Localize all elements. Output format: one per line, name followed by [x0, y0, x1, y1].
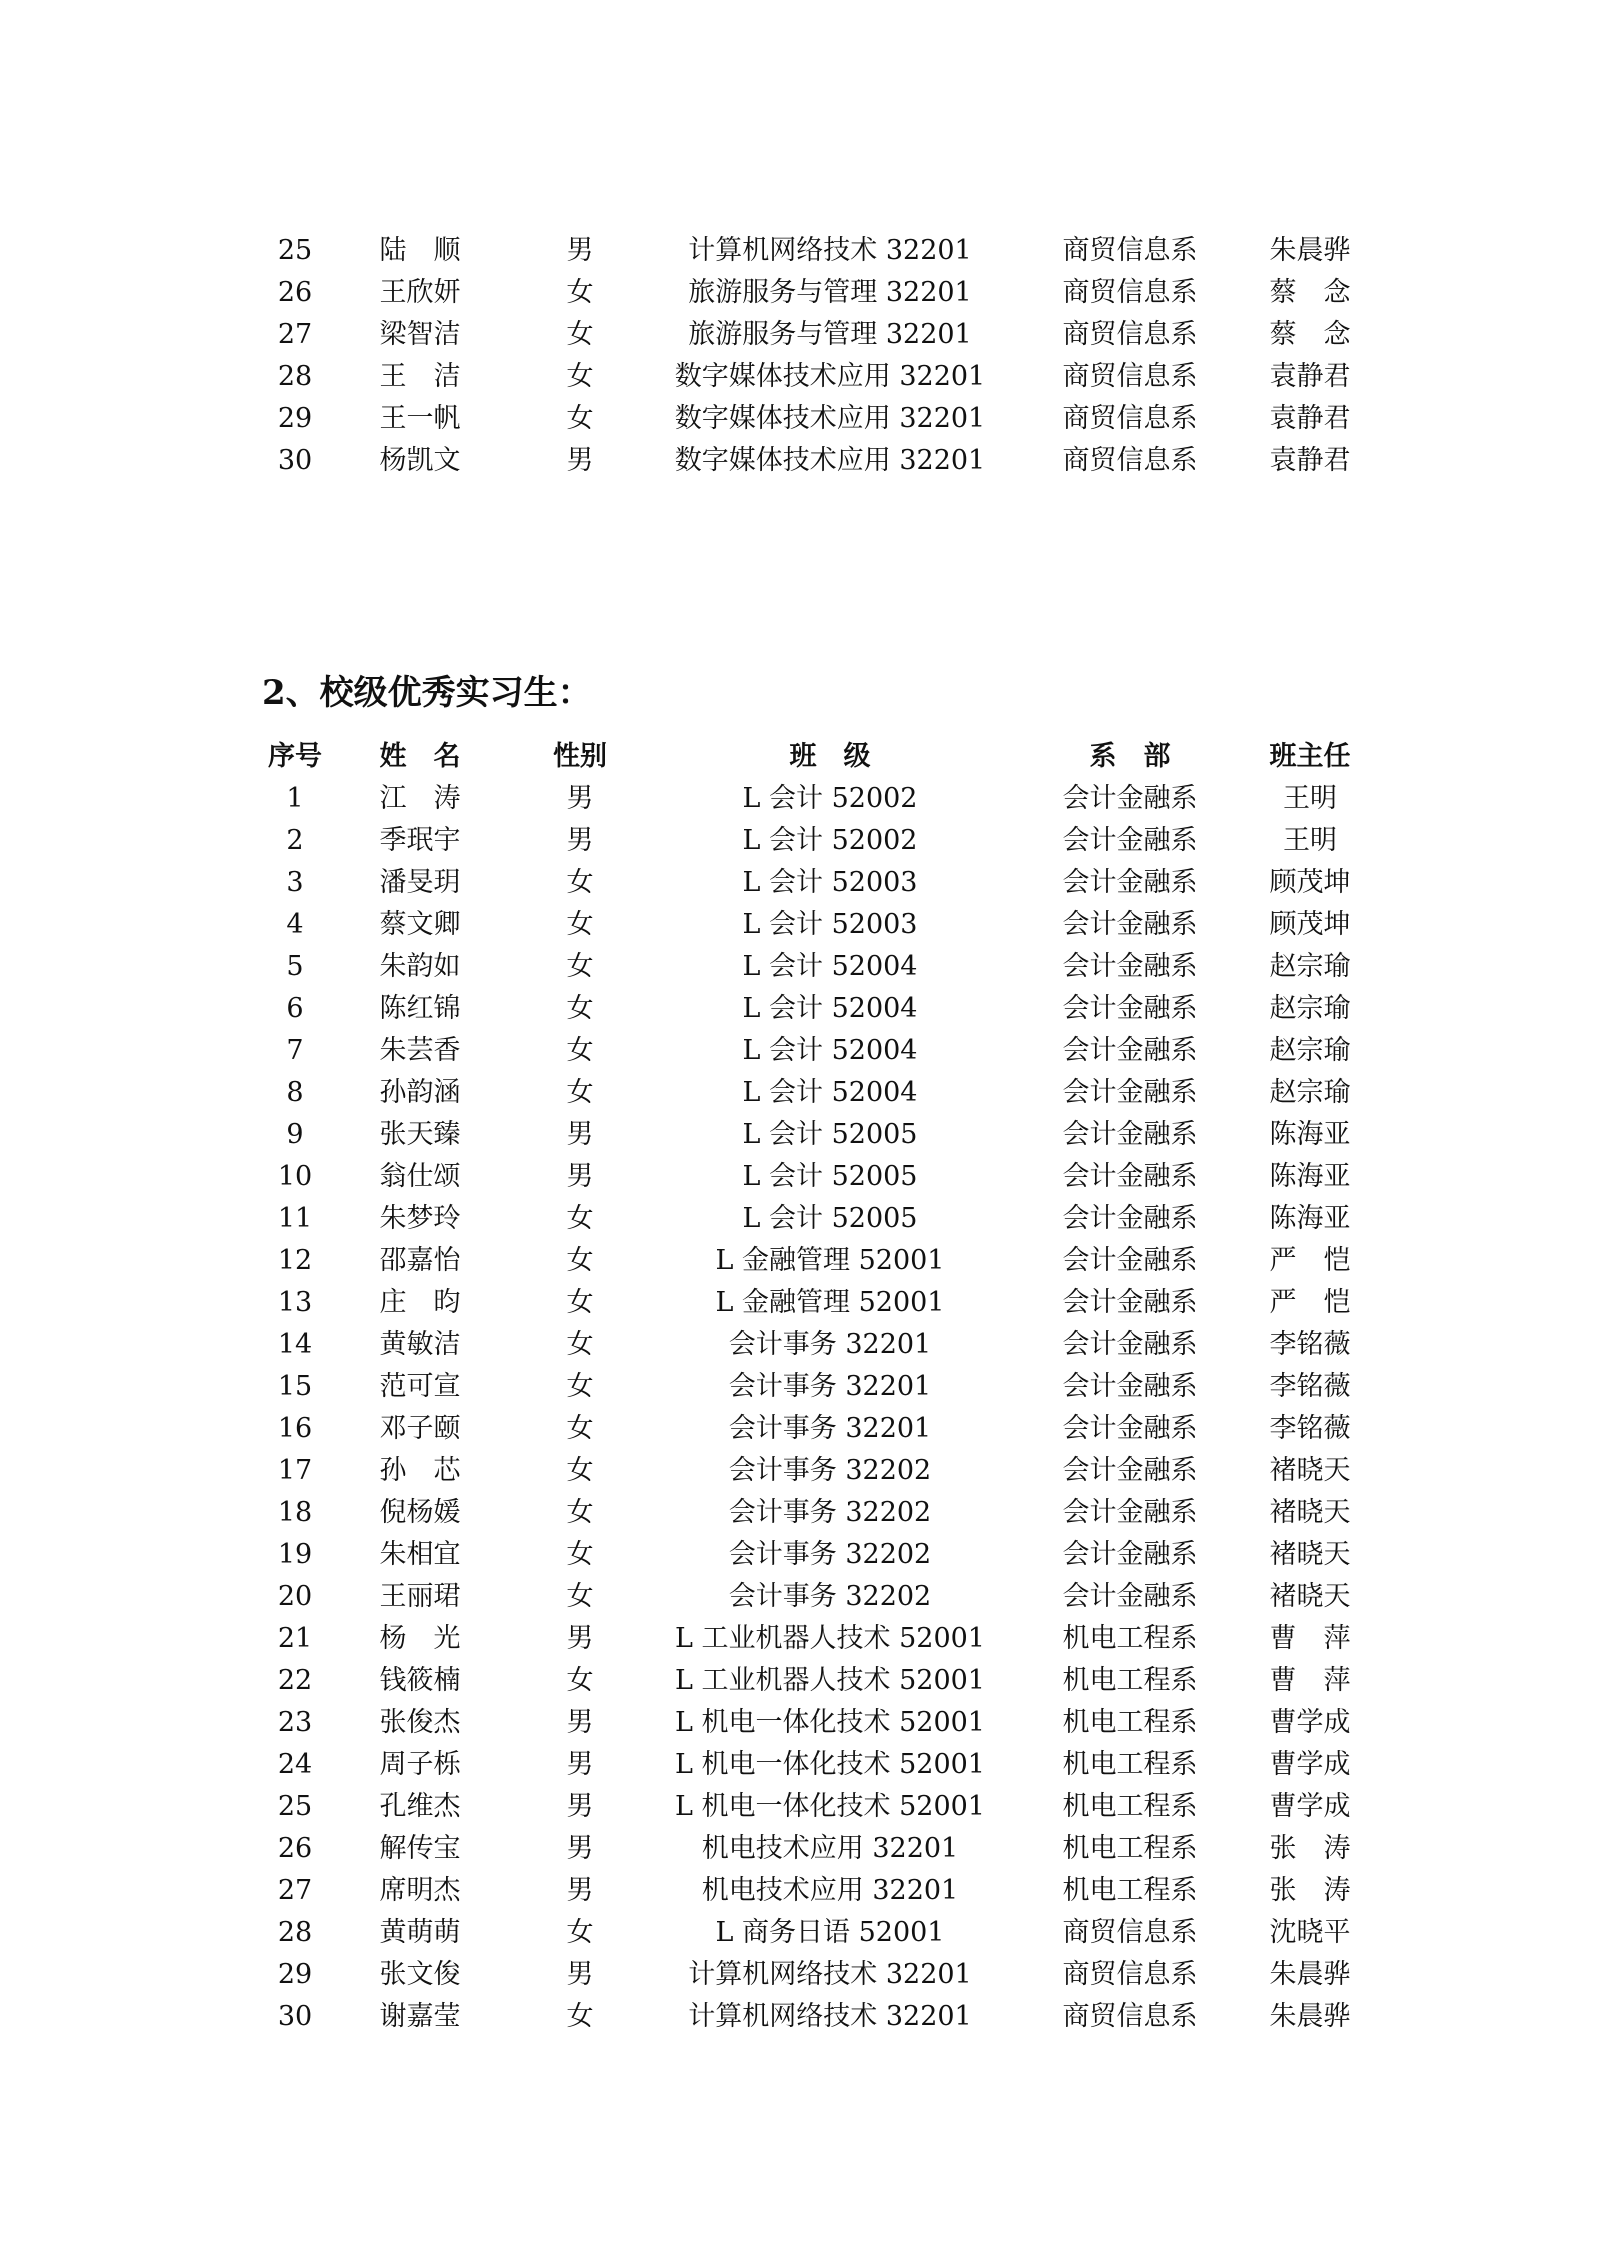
- department-cell: 机电工程系: [1062, 1749, 1198, 1780]
- index-cell: 2: [286, 825, 304, 856]
- gender-cell: 女: [566, 1245, 594, 1276]
- department-cell: 会计金融系: [1062, 1119, 1198, 1150]
- class-cell: 数字媒体技术应用 32201: [674, 403, 986, 434]
- gender-cell: 男: [566, 1749, 594, 1780]
- teacher-cell: 曹学成: [1269, 1791, 1351, 1822]
- index-cell: 23: [277, 1707, 313, 1738]
- table-row: [0, 1786, 1600, 1828]
- department-cell: 商贸信息系: [1062, 277, 1198, 308]
- name-cell: 王欣妍: [379, 277, 461, 308]
- table-row: [0, 778, 1600, 820]
- teacher-cell: 李铭薇: [1269, 1413, 1351, 1444]
- teacher-cell: 班主任: [1269, 741, 1351, 772]
- gender-cell: 女: [566, 361, 594, 392]
- department-cell: 会计金融系: [1062, 1035, 1198, 1066]
- teacher-cell: 陈海亚: [1269, 1161, 1351, 1192]
- class-cell: 会计事务 32202: [728, 1497, 932, 1528]
- table-row: [0, 946, 1600, 988]
- teacher-cell: 蔡 念: [1269, 319, 1351, 350]
- index-cell: 25: [277, 1791, 313, 1822]
- index-cell: 20: [277, 1581, 313, 1612]
- department-cell: 会计金融系: [1062, 1329, 1198, 1360]
- gender-cell: 女: [566, 867, 594, 898]
- gender-cell: 女: [566, 909, 594, 940]
- teacher-cell: 朱晨骅: [1269, 235, 1351, 266]
- index-cell: 12: [277, 1245, 313, 1276]
- class-cell: 数字媒体技术应用 32201: [674, 445, 986, 476]
- index-cell: 26: [277, 277, 313, 308]
- index-cell: 18: [277, 1497, 313, 1528]
- class-cell: L 机电一体化技术 52001: [675, 1749, 985, 1780]
- table-row: [0, 272, 1600, 314]
- name-cell: 席明杰: [379, 1875, 461, 1906]
- class-cell: 班 级: [789, 741, 871, 772]
- index-cell: 9: [286, 1119, 304, 1150]
- teacher-cell: 严 恺: [1269, 1287, 1351, 1318]
- index-cell: 7: [286, 1035, 304, 1066]
- name-cell: 江 涛: [379, 783, 461, 814]
- class-cell: L 会计 52004: [742, 951, 918, 982]
- index-cell: 4: [286, 909, 304, 940]
- class-cell: L 机电一体化技术 52001: [675, 1707, 985, 1738]
- class-cell: 会计事务 32201: [728, 1329, 932, 1360]
- gender-cell: 女: [566, 1371, 594, 1402]
- table-row: [0, 356, 1600, 398]
- gender-cell: 女: [566, 319, 594, 350]
- department-cell: 会计金融系: [1062, 1203, 1198, 1234]
- gender-cell: 女: [566, 1203, 594, 1234]
- class-cell: L 会计 52003: [742, 867, 918, 898]
- index-cell: 30: [277, 445, 313, 476]
- department-cell: 会计金融系: [1062, 1497, 1198, 1528]
- index-cell: 28: [277, 361, 313, 392]
- table-row: [0, 1072, 1600, 1114]
- department-cell: 会计金融系: [1062, 867, 1198, 898]
- table-row: [0, 1240, 1600, 1282]
- index-cell: 29: [277, 403, 313, 434]
- name-cell: 陆 顺: [379, 235, 461, 266]
- name-cell: 黄萌萌: [379, 1917, 461, 1948]
- gender-cell: 男: [566, 445, 594, 476]
- class-cell: L 会计 52003: [742, 909, 918, 940]
- department-cell: 商贸信息系: [1062, 2001, 1198, 2032]
- name-cell: 杨凯文: [379, 445, 461, 476]
- name-cell: 姓 名: [379, 741, 461, 772]
- class-cell: 会计事务 32202: [728, 1581, 932, 1612]
- table-row: [0, 1198, 1600, 1240]
- name-cell: 孔维杰: [379, 1791, 461, 1822]
- teacher-cell: 沈晓平: [1269, 1917, 1351, 1948]
- class-cell: 会计事务 32201: [728, 1371, 932, 1402]
- name-cell: 倪杨媛: [379, 1497, 461, 1528]
- class-cell: 旅游服务与管理 32201: [688, 277, 972, 308]
- name-cell: 杨 光: [379, 1623, 461, 1654]
- department-cell: 会计金融系: [1062, 1287, 1198, 1318]
- gender-cell: 女: [566, 1455, 594, 1486]
- index-cell: 16: [277, 1413, 313, 1444]
- table-header-row: [0, 736, 1600, 778]
- teacher-cell: 蔡 念: [1269, 277, 1351, 308]
- gender-cell: 女: [566, 1413, 594, 1444]
- department-cell: 商贸信息系: [1062, 403, 1198, 434]
- department-cell: 会计金融系: [1062, 1371, 1198, 1402]
- department-cell: 机电工程系: [1062, 1665, 1198, 1696]
- teacher-cell: 曹 萍: [1269, 1665, 1351, 1696]
- gender-cell: 女: [566, 1581, 594, 1612]
- name-cell: 王丽珺: [379, 1581, 461, 1612]
- class-cell: 计算机网络技术 32201: [688, 235, 972, 266]
- class-cell: L 会计 52002: [742, 825, 918, 856]
- index-cell: 27: [277, 1875, 313, 1906]
- name-cell: 邓子颐: [379, 1413, 461, 1444]
- gender-cell: 男: [566, 1707, 594, 1738]
- index-cell: 6: [286, 993, 304, 1024]
- class-cell: 会计事务 32202: [728, 1455, 932, 1486]
- department-cell: 商贸信息系: [1062, 445, 1198, 476]
- index-cell: 11: [277, 1203, 313, 1234]
- class-cell: 计算机网络技术 32201: [688, 2001, 972, 2032]
- index-cell: 3: [286, 867, 304, 898]
- department-cell: 会计金融系: [1062, 1581, 1198, 1612]
- table-row: [0, 1576, 1600, 1618]
- class-cell: L 商务日语 52001: [715, 1917, 945, 1948]
- table-row: [0, 988, 1600, 1030]
- department-cell: 商贸信息系: [1062, 1917, 1198, 1948]
- class-cell: L 会计 52005: [742, 1161, 918, 1192]
- gender-cell: 男: [566, 1119, 594, 1150]
- class-cell: L 会计 52005: [742, 1119, 918, 1150]
- gender-cell: 男: [566, 783, 594, 814]
- table-row: [0, 1870, 1600, 1912]
- table-row: [0, 1156, 1600, 1198]
- name-cell: 邵嘉怡: [379, 1245, 461, 1276]
- teacher-cell: 严 恺: [1269, 1245, 1351, 1276]
- name-cell: 梁智洁: [379, 319, 461, 350]
- teacher-cell: 曹学成: [1269, 1749, 1351, 1780]
- table-row: [0, 1366, 1600, 1408]
- teacher-cell: 赵宗瑜: [1269, 993, 1351, 1024]
- index-cell: 8: [286, 1077, 304, 1108]
- index-cell: 10: [277, 1161, 313, 1192]
- table-row: [0, 1030, 1600, 1072]
- teacher-cell: 曹学成: [1269, 1707, 1351, 1738]
- gender-cell: 女: [566, 951, 594, 982]
- gender-cell: 女: [566, 1665, 594, 1696]
- table-row: [0, 1492, 1600, 1534]
- class-cell: 旅游服务与管理 32201: [688, 319, 972, 350]
- index-cell: 17: [277, 1455, 313, 1486]
- teacher-cell: 褚晓天: [1269, 1539, 1351, 1570]
- index-cell: 19: [277, 1539, 313, 1570]
- teacher-cell: 李铭薇: [1269, 1371, 1351, 1402]
- gender-cell: 女: [566, 2001, 594, 2032]
- department-cell: 会计金融系: [1062, 951, 1198, 982]
- department-cell: 机电工程系: [1062, 1833, 1198, 1864]
- table-row: [0, 1744, 1600, 1786]
- teacher-cell: 王明: [1283, 825, 1337, 856]
- department-cell: 会计金融系: [1062, 825, 1198, 856]
- table-row: [0, 440, 1600, 482]
- table-row: [0, 230, 1600, 272]
- teacher-cell: 袁静君: [1269, 361, 1351, 392]
- class-cell: 机电技术应用 32201: [701, 1875, 959, 1906]
- gender-cell: 女: [566, 1287, 594, 1318]
- class-cell: 机电技术应用 32201: [701, 1833, 959, 1864]
- table-row: [0, 1954, 1600, 1996]
- class-cell: L 会计 52002: [742, 783, 918, 814]
- gender-cell: 女: [566, 1077, 594, 1108]
- table-row: [0, 398, 1600, 440]
- teacher-cell: 赵宗瑜: [1269, 951, 1351, 982]
- class-cell: L 会计 52004: [742, 993, 918, 1024]
- teacher-cell: 陈海亚: [1269, 1203, 1351, 1234]
- table-row: [0, 1618, 1600, 1660]
- name-cell: 朱芸香: [379, 1035, 461, 1066]
- department-cell: 会计金融系: [1062, 1245, 1198, 1276]
- department-cell: 会计金融系: [1062, 1539, 1198, 1570]
- teacher-cell: 赵宗瑜: [1269, 1077, 1351, 1108]
- section-title: 2、校级优秀实习生：: [262, 673, 592, 713]
- department-cell: 会计金融系: [1062, 909, 1198, 940]
- class-cell: L 工业机器人技术 52001: [675, 1665, 985, 1696]
- name-cell: 谢嘉莹: [379, 2001, 461, 2032]
- class-cell: L 金融管理 52001: [715, 1287, 945, 1318]
- index-cell: 13: [277, 1287, 313, 1318]
- table-row: [0, 1450, 1600, 1492]
- index-cell: 15: [277, 1371, 313, 1402]
- teacher-cell: 朱晨骅: [1269, 1959, 1351, 1990]
- gender-cell: 女: [566, 1035, 594, 1066]
- table-row: [0, 314, 1600, 356]
- teacher-cell: 褚晓天: [1269, 1581, 1351, 1612]
- index-cell: 22: [277, 1665, 313, 1696]
- gender-cell: 女: [566, 1917, 594, 1948]
- department-cell: 会计金融系: [1062, 783, 1198, 814]
- index-cell: 14: [277, 1329, 313, 1360]
- gender-cell: 男: [566, 1791, 594, 1822]
- department-cell: 商贸信息系: [1062, 319, 1198, 350]
- teacher-cell: 顾茂坤: [1269, 909, 1351, 940]
- table-row: [0, 1660, 1600, 1702]
- table-row: [0, 1702, 1600, 1744]
- teacher-cell: 张 涛: [1269, 1833, 1351, 1864]
- department-cell: 会计金融系: [1062, 993, 1198, 1024]
- teacher-cell: 朱晨骅: [1269, 2001, 1351, 2032]
- name-cell: 王一帆: [379, 403, 461, 434]
- class-cell: L 机电一体化技术 52001: [675, 1791, 985, 1822]
- department-cell: 会计金融系: [1062, 1077, 1198, 1108]
- department-cell: 机电工程系: [1062, 1707, 1198, 1738]
- class-cell: L 会计 52005: [742, 1203, 918, 1234]
- class-cell: L 金融管理 52001: [715, 1245, 945, 1276]
- table-row: [0, 904, 1600, 946]
- class-cell: 数字媒体技术应用 32201: [674, 361, 986, 392]
- gender-cell: 男: [566, 1833, 594, 1864]
- name-cell: 孙韵涵: [379, 1077, 461, 1108]
- department-cell: 机电工程系: [1062, 1623, 1198, 1654]
- gender-cell: 女: [566, 1539, 594, 1570]
- name-cell: 陈红锦: [379, 993, 461, 1024]
- name-cell: 朱梦玲: [379, 1203, 461, 1234]
- index-cell: 21: [277, 1623, 313, 1654]
- gender-cell: 男: [566, 825, 594, 856]
- teacher-cell: 袁静君: [1269, 445, 1351, 476]
- index-cell: 24: [277, 1749, 313, 1780]
- department-cell: 商贸信息系: [1062, 1959, 1198, 1990]
- department-cell: 会计金融系: [1062, 1455, 1198, 1486]
- department-cell: 会计金融系: [1062, 1413, 1198, 1444]
- name-cell: 张俊杰: [379, 1707, 461, 1738]
- index-cell: 序号: [268, 741, 322, 772]
- name-cell: 王 洁: [379, 361, 461, 392]
- department-cell: 商贸信息系: [1062, 235, 1198, 266]
- index-cell: 27: [277, 319, 313, 350]
- table-row: [0, 1408, 1600, 1450]
- name-cell: 庄 昀: [379, 1287, 461, 1318]
- teacher-cell: 褚晓天: [1269, 1455, 1351, 1486]
- teacher-cell: 王明: [1283, 783, 1337, 814]
- gender-cell: 女: [566, 1497, 594, 1528]
- name-cell: 朱相宜: [379, 1539, 461, 1570]
- index-cell: 30: [277, 2001, 313, 2032]
- gender-cell: 男: [566, 1875, 594, 1906]
- class-cell: L 会计 52004: [742, 1035, 918, 1066]
- gender-cell: 女: [566, 403, 594, 434]
- teacher-cell: 袁静君: [1269, 403, 1351, 434]
- department-cell: 商贸信息系: [1062, 361, 1198, 392]
- class-cell: 会计事务 32201: [728, 1413, 932, 1444]
- department-cell: 机电工程系: [1062, 1875, 1198, 1906]
- name-cell: 蔡文卿: [379, 909, 461, 940]
- name-cell: 范可宣: [379, 1371, 461, 1402]
- index-cell: 26: [277, 1833, 313, 1864]
- name-cell: 朱韵如: [379, 951, 461, 982]
- class-cell: 计算机网络技术 32201: [688, 1959, 972, 1990]
- teacher-cell: 顾茂坤: [1269, 867, 1351, 898]
- name-cell: 周子栎: [379, 1749, 461, 1780]
- department-cell: 机电工程系: [1062, 1791, 1198, 1822]
- table-row: [0, 862, 1600, 904]
- gender-cell: 女: [566, 993, 594, 1024]
- gender-cell: 性别: [553, 741, 607, 772]
- teacher-cell: 赵宗瑜: [1269, 1035, 1351, 1066]
- table-row: [0, 1996, 1600, 2038]
- index-cell: 28: [277, 1917, 313, 1948]
- table-row: [0, 1534, 1600, 1576]
- table-row: [0, 1282, 1600, 1324]
- gender-cell: 女: [566, 1329, 594, 1360]
- name-cell: 黄敏洁: [379, 1329, 461, 1360]
- class-cell: L 会计 52004: [742, 1077, 918, 1108]
- gender-cell: 女: [566, 277, 594, 308]
- class-cell: 会计事务 32202: [728, 1539, 932, 1570]
- name-cell: 季珉宇: [379, 825, 461, 856]
- gender-cell: 男: [566, 1959, 594, 1990]
- name-cell: 解传宝: [379, 1833, 461, 1864]
- teacher-cell: 陈海亚: [1269, 1119, 1351, 1150]
- name-cell: 钱筱楠: [379, 1665, 461, 1696]
- name-cell: 张天臻: [379, 1119, 461, 1150]
- table-row: [0, 820, 1600, 862]
- gender-cell: 男: [566, 235, 594, 266]
- name-cell: 翁仕颂: [379, 1161, 461, 1192]
- table-row: [0, 1828, 1600, 1870]
- gender-cell: 男: [566, 1623, 594, 1654]
- index-cell: 25: [277, 235, 313, 266]
- name-cell: 孙 芯: [379, 1455, 461, 1486]
- index-cell: 29: [277, 1959, 313, 1990]
- gender-cell: 男: [566, 1161, 594, 1192]
- index-cell: 5: [286, 951, 304, 982]
- department-cell: 系 部: [1089, 741, 1171, 772]
- teacher-cell: 曹 萍: [1269, 1623, 1351, 1654]
- teacher-cell: 张 涛: [1269, 1875, 1351, 1906]
- name-cell: 张文俊: [379, 1959, 461, 1990]
- table-row: [0, 1912, 1600, 1954]
- name-cell: 潘旻玥: [379, 867, 461, 898]
- table-row: [0, 1114, 1600, 1156]
- table-row: [0, 1324, 1600, 1366]
- teacher-cell: 褚晓天: [1269, 1497, 1351, 1528]
- teacher-cell: 李铭薇: [1269, 1329, 1351, 1360]
- class-cell: L 工业机器人技术 52001: [675, 1623, 985, 1654]
- department-cell: 会计金融系: [1062, 1161, 1198, 1192]
- index-cell: 1: [286, 783, 304, 814]
